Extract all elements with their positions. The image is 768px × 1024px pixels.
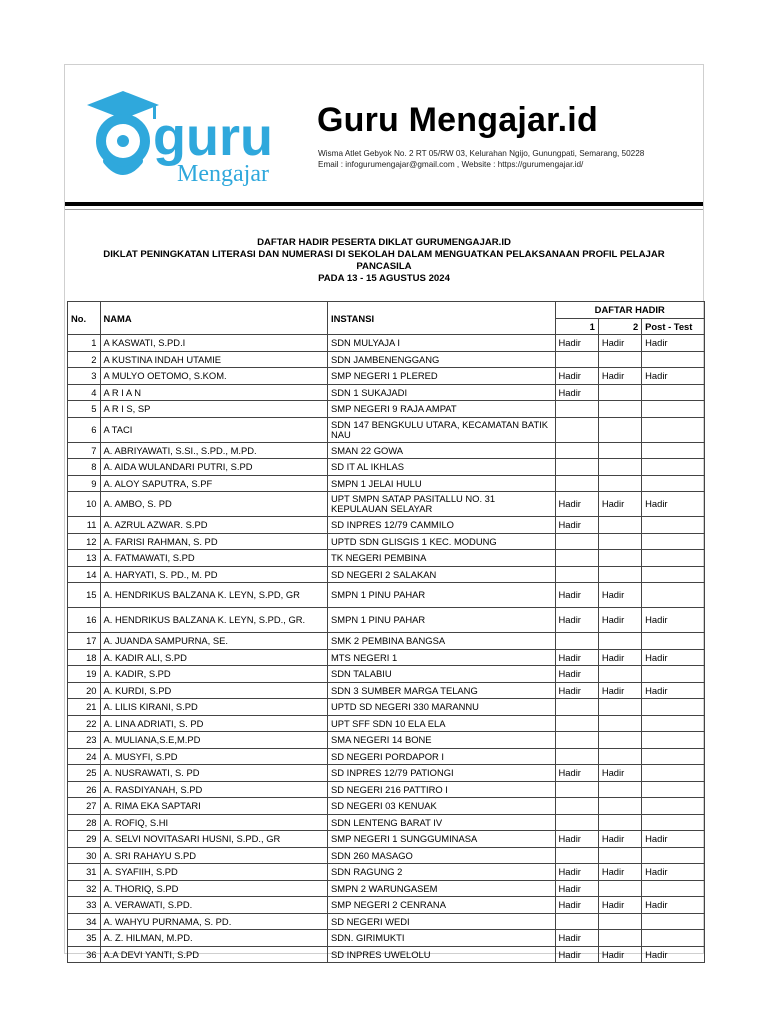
cell-no: 5 [68, 401, 101, 418]
cell-day-2 [598, 550, 641, 567]
cell-nama: A. HENDRIKUS BALZANA K. LEYN, S.PD., GR. [100, 608, 328, 633]
cell-instansi: SD NEGERI 2 SALAKAN [328, 566, 556, 583]
cell-instansi: SDN LENTENG BARAT IV [328, 814, 556, 831]
cell-nama: A. KADIR, S.PD [100, 666, 328, 683]
cell-instansi: SDN 1 SUKAJADI [328, 384, 556, 401]
cell-nama: A KASWATI, S.PD.I [100, 335, 328, 352]
cell-day-2 [598, 715, 641, 732]
cell-instansi: SMAN 22 GOWA [328, 442, 556, 459]
cell-no: 20 [68, 682, 101, 699]
cell-nama: A. KADIR ALI, S.PD [100, 649, 328, 666]
cell-nama: A. HARYATI, S. PD., M. PD [100, 566, 328, 583]
cell-nama: A MULYO OETOMO, S.KOM. [100, 368, 328, 385]
cell-day-1 [555, 475, 598, 492]
header-instansi: INSTANSI [328, 302, 556, 335]
cell-day-2 [598, 384, 641, 401]
title-line-3: PANCASILA [356, 261, 412, 272]
table-row [68, 831, 705, 848]
cell-no: 19 [68, 666, 101, 683]
cell-nama: A. Z. HILMAN, M.PD. [100, 930, 328, 947]
cell-no: 22 [68, 715, 101, 732]
cell-post-test [642, 748, 705, 765]
cell-instansi: UPT SMPN SATAP PASITALLU NO. 31 KEPULAUAN SELAYAR [328, 492, 556, 517]
cell-day-1: Hadir [555, 368, 598, 385]
cell-nama: A. LILIS KIRANI, S.PD [100, 699, 328, 716]
cell-nama: A. MULIANA,S.E,M.PD [100, 732, 328, 749]
cell-instansi: SMP NEGERI 9 RAJA AMPAT [328, 401, 556, 418]
cell-nama: A. LINA ADRIATI, S. PD [100, 715, 328, 732]
attendance-rows [68, 335, 705, 963]
cell-nama: A. RASDIYANAH, S.PD [100, 781, 328, 798]
cell-instansi: SDN 147 BENGKULU UTARA, KECAMATAN BATIK NAU [328, 417, 556, 442]
cell-no: 32 [68, 880, 101, 897]
letterhead-address [318, 148, 644, 170]
cell-no: 1 [68, 335, 101, 352]
cell-instansi: UPTD SD NEGERI 330 MARANNU [328, 699, 556, 716]
cell-post-test: Hadir [642, 649, 705, 666]
cell-no: 25 [68, 765, 101, 782]
cell-day-2 [598, 814, 641, 831]
cell-no: 9 [68, 475, 101, 492]
table-row [68, 633, 705, 650]
cell-day-2 [598, 847, 641, 864]
cell-day-2 [598, 930, 641, 947]
cell-nama: A.A DEVI YANTI, S.PD [100, 946, 328, 963]
header-divider [65, 202, 703, 206]
cell-nama: A R I A N [100, 384, 328, 401]
cell-day-1: Hadir [555, 897, 598, 914]
cell-no: 21 [68, 699, 101, 716]
address-line: Wisma Atlet Gebyok No. 2 RT 05/RW 03, Kelurahan Ngijo, Gunungpati, Semarang, 50228 [318, 149, 645, 158]
cell-instansi: MTS NEGERI 1 [328, 649, 556, 666]
table-row [68, 517, 705, 534]
cell-day-2: Hadir [598, 583, 641, 608]
cell-day-2 [598, 442, 641, 459]
cell-no: 7 [68, 442, 101, 459]
table-row [68, 715, 705, 732]
table-row [68, 442, 705, 459]
cell-instansi: SD NEGERI 03 KENUAK [328, 798, 556, 815]
cell-no: 15 [68, 583, 101, 608]
cell-instansi: SDN 3 SUMBER MARGA TELANG [328, 682, 556, 699]
cell-day-1: Hadir [555, 666, 598, 683]
cell-nama: A. ABRIYAWATI, S.SI., S.PD., M.PD. [100, 442, 328, 459]
cell-day-1 [555, 417, 598, 442]
title-line-1: DAFTAR HADIR PESERTA DIKLAT GURUMENGAJAR.ID [257, 237, 511, 248]
cell-no: 10 [68, 492, 101, 517]
cell-post-test [642, 550, 705, 567]
cell-day-1 [555, 351, 598, 368]
cell-instansi: SMK 2 PEMBINA BANGSA [328, 633, 556, 650]
table-row [68, 649, 705, 666]
cell-no: 16 [68, 608, 101, 633]
cell-no: 4 [68, 384, 101, 401]
cell-day-2 [598, 880, 641, 897]
cell-no: 30 [68, 847, 101, 864]
table-row [68, 608, 705, 633]
cell-day-2: Hadir [598, 682, 641, 699]
table-row [68, 566, 705, 583]
cell-day-1 [555, 847, 598, 864]
table-row [68, 492, 705, 517]
cell-day-2 [598, 781, 641, 798]
cell-instansi: SD INPRES 12/79 PATIONGI [328, 765, 556, 782]
cell-no: 29 [68, 831, 101, 848]
cell-nama: A. FATMAWATI, S.PD [100, 550, 328, 567]
table-row [68, 946, 705, 963]
cell-day-1: Hadir [555, 335, 598, 352]
cell-day-2 [598, 417, 641, 442]
cell-instansi: SMA NEGERI 14 BONE [328, 732, 556, 749]
cell-day-1 [555, 566, 598, 583]
cell-post-test [642, 517, 705, 534]
cell-post-test [642, 732, 705, 749]
cell-day-2 [598, 748, 641, 765]
cell-no: 36 [68, 946, 101, 963]
contact-line: Email : infogurumengajar@gmail.com , Website : https://gurumengajar.id/ [318, 160, 584, 169]
cell-instansi: UPTD SDN GLISGIS 1 KEC. MODUNG [328, 533, 556, 550]
cell-post-test [642, 384, 705, 401]
attendance-table [67, 301, 705, 963]
cell-day-2: Hadir [598, 897, 641, 914]
cell-day-1 [555, 401, 598, 418]
cell-day-1 [555, 913, 598, 930]
cell-instansi: SMPN 2 WARUNGASEM [328, 880, 556, 897]
cell-no: 8 [68, 459, 101, 476]
cell-instansi: SDN JAMBENENGGANG [328, 351, 556, 368]
cell-post-test [642, 401, 705, 418]
table-row [68, 475, 705, 492]
cell-no: 14 [68, 566, 101, 583]
cell-instansi: SDN RAGUNG 2 [328, 864, 556, 881]
cell-no: 11 [68, 517, 101, 534]
header-day-2: 2 [598, 318, 641, 335]
cell-day-2: Hadir [598, 608, 641, 633]
table-row [68, 384, 705, 401]
logo-sub: Mengajar [177, 161, 269, 187]
header-day-1: 1 [555, 318, 598, 335]
table-row [68, 351, 705, 368]
cell-instansi: SMPN 1 PINU PAHAR [328, 608, 556, 633]
cell-nama: A R I S, SP [100, 401, 328, 418]
cell-nama: A. ALOY SAPUTRA, S.PF [100, 475, 328, 492]
cell-post-test [642, 417, 705, 442]
cell-day-2 [598, 666, 641, 683]
table-row [68, 847, 705, 864]
cell-nama: A TACI [100, 417, 328, 442]
title-line-4: PADA 13 - 15 AGUSTUS 2024 [318, 273, 450, 284]
cell-no: 17 [68, 633, 101, 650]
cell-day-2: Hadir [598, 368, 641, 385]
cell-post-test: Hadir [642, 335, 705, 352]
cell-nama: A. NUSRAWATI, S. PD [100, 765, 328, 782]
cell-instansi: TK NEGERI PEMBINA [328, 550, 556, 567]
cell-instansi: SMP NEGERI 1 SUNGGUMINASA [328, 831, 556, 848]
cell-instansi: SDN MULYAJA I [328, 335, 556, 352]
cell-nama: A. HENDRIKUS BALZANA K. LEYN, S.PD, GR [100, 583, 328, 608]
table-row [68, 459, 705, 476]
cell-day-1 [555, 748, 598, 765]
header-no: No. [68, 302, 101, 335]
cell-post-test [642, 814, 705, 831]
cell-nama: A. MUSYFI, S.PD [100, 748, 328, 765]
cell-no: 12 [68, 533, 101, 550]
cell-day-1 [555, 715, 598, 732]
cell-day-2: Hadir [598, 335, 641, 352]
cell-post-test [642, 880, 705, 897]
cell-instansi: SMP NEGERI 2 CENRANA [328, 897, 556, 914]
cell-day-2: Hadir [598, 831, 641, 848]
cell-nama: A KUSTINA INDAH UTAMIE [100, 351, 328, 368]
table-row [68, 368, 705, 385]
cell-instansi: SDN 260 MASAGO [328, 847, 556, 864]
table-row [68, 930, 705, 947]
cell-post-test [642, 930, 705, 947]
cell-day-1 [555, 781, 598, 798]
table-row [68, 781, 705, 798]
cell-day-1: Hadir [555, 864, 598, 881]
cell-post-test: Hadir [642, 492, 705, 517]
cell-nama: A. AIDA WULANDARI PUTRI, S.PD [100, 459, 328, 476]
cell-nama: A. THORIQ, S.PD [100, 880, 328, 897]
cell-day-2: Hadir [598, 765, 641, 782]
cell-day-2 [598, 732, 641, 749]
cell-day-1: Hadir [555, 831, 598, 848]
cell-post-test [642, 847, 705, 864]
cell-nama: A. SYAFIIH, S.PD [100, 864, 328, 881]
document-titles [65, 237, 703, 285]
cell-post-test [642, 781, 705, 798]
cell-no: 24 [68, 748, 101, 765]
cell-instansi: SD INPRES UWELOLU [328, 946, 556, 963]
cell-day-2 [598, 517, 641, 534]
table-row [68, 533, 705, 550]
cell-day-2 [598, 351, 641, 368]
cell-post-test [642, 442, 705, 459]
cell-day-2 [598, 401, 641, 418]
cell-no: 23 [68, 732, 101, 749]
cell-instansi: SMPN 1 PINU PAHAR [328, 583, 556, 608]
cell-day-2 [598, 633, 641, 650]
cell-nama: A. WAHYU PURNAMA, S. PD. [100, 913, 328, 930]
cell-day-2: Hadir [598, 492, 641, 517]
cell-post-test [642, 913, 705, 930]
cell-no: 18 [68, 649, 101, 666]
cell-post-test [642, 699, 705, 716]
table-row [68, 864, 705, 881]
cell-post-test [642, 765, 705, 782]
table-row [68, 798, 705, 815]
cell-post-test [642, 566, 705, 583]
cell-nama: A. KURDI, S.PD [100, 682, 328, 699]
cell-post-test [642, 798, 705, 815]
cell-no: 34 [68, 913, 101, 930]
cell-day-1: Hadir [555, 608, 598, 633]
cell-instansi: SD NEGERI PORDAPOR I [328, 748, 556, 765]
cell-no: 13 [68, 550, 101, 567]
table-row [68, 913, 705, 930]
table-row [68, 880, 705, 897]
cell-instansi: SD NEGERI WEDI [328, 913, 556, 930]
cell-post-test [642, 351, 705, 368]
cell-instansi: SD INPRES 12/79 CAMMILO [328, 517, 556, 534]
cell-post-test: Hadir [642, 946, 705, 963]
header-divider-thin [65, 209, 703, 210]
cell-instansi: SDN TALABIU [328, 666, 556, 683]
table-row [68, 417, 705, 442]
cell-nama: A. JUANDA SAMPURNA, SE. [100, 633, 328, 650]
cell-post-test [642, 666, 705, 683]
table-row [68, 335, 705, 352]
cell-day-1 [555, 732, 598, 749]
header-daftar-hadir: DAFTAR HADIR [555, 302, 705, 319]
table-row [68, 699, 705, 716]
cell-day-2 [598, 459, 641, 476]
cell-instansi: SD IT AL IKHLAS [328, 459, 556, 476]
cell-no: 28 [68, 814, 101, 831]
cell-day-2: Hadir [598, 864, 641, 881]
cell-day-2 [598, 699, 641, 716]
cell-instansi: SMP NEGERI 1 PLERED [328, 368, 556, 385]
cell-no: 33 [68, 897, 101, 914]
table-row [68, 401, 705, 418]
cell-instansi: UPT SFF SDN 10 ELA ELA [328, 715, 556, 732]
title-line-2: DIKLAT PENINGKATAN LITERASI DAN NUMERASI DI SEKOLAH DALAM MENGUATKAN PELAKSANAAN PROFIL PELAJAR [103, 249, 665, 260]
cell-post-test [642, 459, 705, 476]
cell-day-1: Hadir [555, 765, 598, 782]
cell-day-2 [598, 566, 641, 583]
cell-post-test [642, 533, 705, 550]
cell-day-1 [555, 442, 598, 459]
cell-nama: A. AMBO, S. PD [100, 492, 328, 517]
cell-day-2 [598, 533, 641, 550]
cell-day-1: Hadir [555, 492, 598, 517]
cell-instansi: SMPN 1 JELAI HULU [328, 475, 556, 492]
cell-nama: A. SRI RAHAYU S.PD [100, 847, 328, 864]
guru-mengajar-logo [77, 83, 307, 193]
cell-post-test: Hadir [642, 897, 705, 914]
cell-day-1: Hadir [555, 384, 598, 401]
table-row [68, 897, 705, 914]
cell-post-test: Hadir [642, 864, 705, 881]
cell-no: 3 [68, 368, 101, 385]
letterhead [65, 65, 703, 205]
cell-no: 35 [68, 930, 101, 947]
cell-day-1: Hadir [555, 946, 598, 963]
cell-nama: A. AZRUL AZWAR. S.PD [100, 517, 328, 534]
cell-no: 27 [68, 798, 101, 815]
cell-day-1 [555, 798, 598, 815]
brand-name: Guru Mengajar.id [317, 101, 598, 139]
cell-day-1: Hadir [555, 649, 598, 666]
document-sheet [64, 64, 704, 960]
cell-day-1: Hadir [555, 517, 598, 534]
table-row [68, 765, 705, 782]
table-row [68, 814, 705, 831]
cell-no: 31 [68, 864, 101, 881]
cell-instansi: SD NEGERI 216 PATTIRO I [328, 781, 556, 798]
cell-post-test [642, 583, 705, 608]
cell-day-1: Hadir [555, 880, 598, 897]
cell-post-test [642, 633, 705, 650]
logo-word: guru [153, 107, 273, 167]
cell-day-1 [555, 550, 598, 567]
table-row [68, 682, 705, 699]
cell-day-1 [555, 533, 598, 550]
cell-instansi: SDN. GIRIMUKTI [328, 930, 556, 947]
cell-post-test: Hadir [642, 368, 705, 385]
cell-post-test: Hadir [642, 682, 705, 699]
cell-day-2 [598, 475, 641, 492]
cell-nama: A. ROFIQ, S.HI [100, 814, 328, 831]
cell-nama: A. RIMA EKA SAPTARI [100, 798, 328, 815]
cell-nama: A. VERAWATI, S.PD. [100, 897, 328, 914]
cell-post-test: Hadir [642, 608, 705, 633]
table-row [68, 583, 705, 608]
cell-post-test [642, 715, 705, 732]
cell-no: 2 [68, 351, 101, 368]
cell-day-1: Hadir [555, 583, 598, 608]
cell-day-2 [598, 798, 641, 815]
cell-no: 26 [68, 781, 101, 798]
cell-day-1 [555, 459, 598, 476]
cell-post-test: Hadir [642, 831, 705, 848]
cell-day-1: Hadir [555, 682, 598, 699]
cell-day-1: Hadir [555, 930, 598, 947]
cell-post-test [642, 475, 705, 492]
table-row [68, 748, 705, 765]
cell-day-2: Hadir [598, 649, 641, 666]
table-row [68, 732, 705, 749]
cell-day-1 [555, 633, 598, 650]
table-row [68, 666, 705, 683]
cell-day-1 [555, 699, 598, 716]
cell-nama: A. FARISI RAHMAN, S. PD [100, 533, 328, 550]
cell-nama: A. SELVI NOVITASARI HUSNI, S.PD., GR [100, 831, 328, 848]
header-post-test: Post - Test [642, 318, 705, 335]
cell-day-1 [555, 814, 598, 831]
table-row [68, 550, 705, 567]
cell-no: 6 [68, 417, 101, 442]
header-nama: NAMA [100, 302, 328, 335]
cell-day-2: Hadir [598, 946, 641, 963]
cell-day-2 [598, 913, 641, 930]
